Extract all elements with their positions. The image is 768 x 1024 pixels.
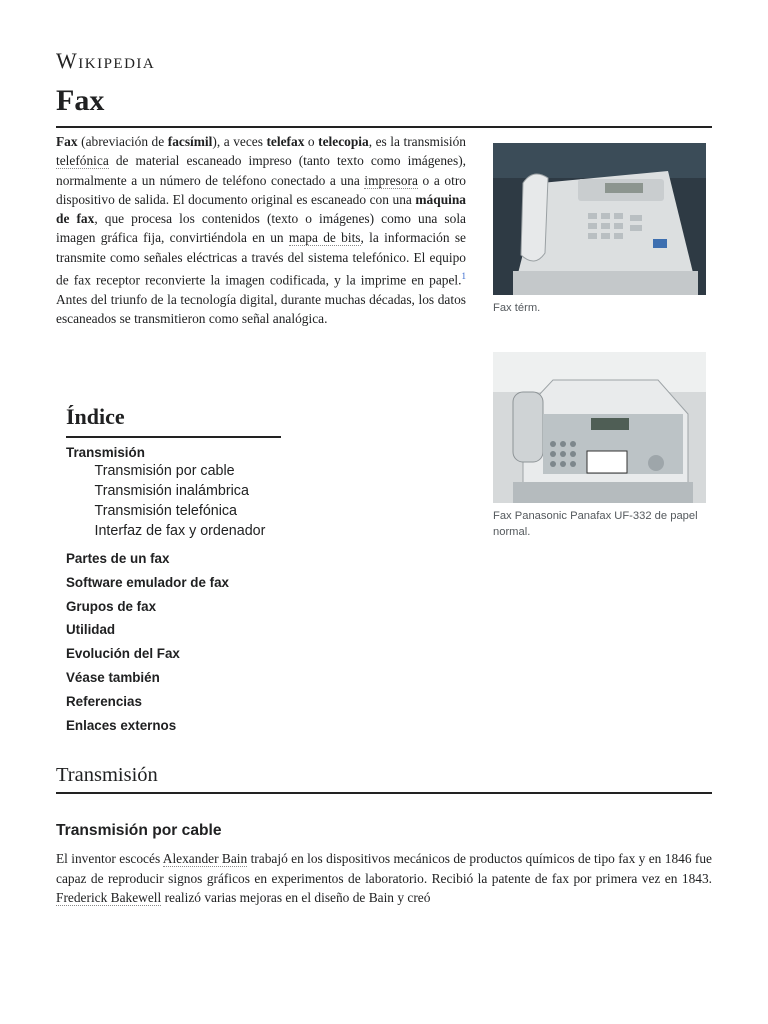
toc-item[interactable]: Enlaces externos	[66, 717, 177, 733]
figure-caption: Fax térm.	[493, 302, 541, 314]
subsection-heading: Transmisión por cable	[56, 822, 222, 839]
text-run: , es la transmisión	[368, 134, 466, 149]
inline-link[interactable]: Alexander Bain	[162, 851, 248, 866]
text-run: El inventor escocés	[56, 851, 163, 866]
text-run: , que procesa los contenidos (texto o imágenes) como una sola imagen gráfica fija, convirtiéndola en un	[56, 211, 466, 246]
toc-item[interactable]: Evolución del Fax	[66, 646, 180, 662]
text-run: realizó varias mejoras en el diseño de Bain y creó	[161, 890, 431, 905]
toc-item[interactable]: Utilidad	[66, 622, 116, 638]
toc-item[interactable]: Referencias	[66, 693, 142, 709]
title-divider	[56, 126, 712, 128]
toc-item[interactable]: Partes de un fax	[66, 551, 170, 566]
toc-item[interactable]: Grupos de fax	[66, 598, 157, 614]
bold-term: máquina de fax	[56, 191, 466, 227]
toc-item[interactable]: Transmisión	[66, 445, 145, 460]
text-run: (abreviación de	[77, 134, 168, 149]
text-run: Antes del triunfo de la tecnología digital, durante muchas décadas, los datos escaneados se transmitieron como señal analógica.	[56, 291, 466, 327]
inline-link[interactable]: mapa de bits	[288, 230, 361, 246]
text-run: de material escaneado impreso (tanto texto como imágenes), normalmente a un número de teléfono conectado a una	[56, 153, 466, 188]
toc-subitem[interactable]: Transmisión telefónica	[94, 503, 238, 519]
reference-link[interactable]: 1	[461, 271, 466, 282]
figure-fax-thermal	[493, 143, 706, 316]
bold-term: telefax	[266, 134, 305, 149]
toc-item[interactable]: Software emulador de fax	[66, 574, 229, 590]
inline-link[interactable]: impresora	[364, 172, 418, 188]
fax-thermal-image[interactable]	[493, 143, 706, 295]
bold-term: telecopia	[318, 134, 369, 149]
inline-link[interactable]: telefónica	[56, 153, 109, 169]
fax-panasonic-image[interactable]	[493, 352, 706, 503]
toc-subitem[interactable]: Transmisión inalámbrica	[94, 483, 249, 499]
table-of-contents	[66, 404, 366, 737]
text-run: o	[304, 134, 319, 149]
figure-fax-panasonic	[493, 352, 706, 540]
bold-term: Fax	[56, 134, 78, 149]
page-title: Fax	[56, 84, 105, 117]
inline-link[interactable]: Frederick Bakewell	[56, 890, 162, 905]
toc-subitem[interactable]: Transmisión por cable	[94, 463, 235, 479]
lead-paragraph	[56, 132, 466, 328]
toc-title: Índice	[66, 404, 125, 429]
section-divider	[56, 792, 712, 794]
wikipedia-logo[interactable]: Wikipedia	[56, 48, 156, 73]
figure-caption: Fax Panasonic Panafax UF-332 de papel normal.	[493, 510, 698, 538]
bold-term: facsímil	[167, 134, 213, 149]
text-run: o a otro dispositivo de salida. El documento original es escaneado con una	[56, 172, 466, 207]
toc-sublist	[66, 461, 366, 541]
text-run: , la información se transmite como señales eléctricas a través del sistema telefónico. El equipo de fax receptor reconvierte la imagen codificada, y la imprime en papel.	[56, 230, 466, 288]
text-run: ), a veces	[212, 134, 267, 149]
section-paragraph	[56, 849, 712, 908]
text-run: trabajó en los dispositivos mecánicos de productos químicos de tipo fax y en 1846 fue capaz de reproducir signos gráficos en experimentos de laboratorio. Recibió la patente de fax por primera vez en 1843.	[56, 851, 712, 886]
toc-divider	[66, 436, 281, 438]
toc-item[interactable]: Véase también	[66, 669, 160, 685]
toc-list	[66, 445, 366, 737]
section-heading: Transmisión	[56, 764, 158, 786]
toc-subitem[interactable]: Interfaz de fax y ordenador	[94, 523, 266, 539]
